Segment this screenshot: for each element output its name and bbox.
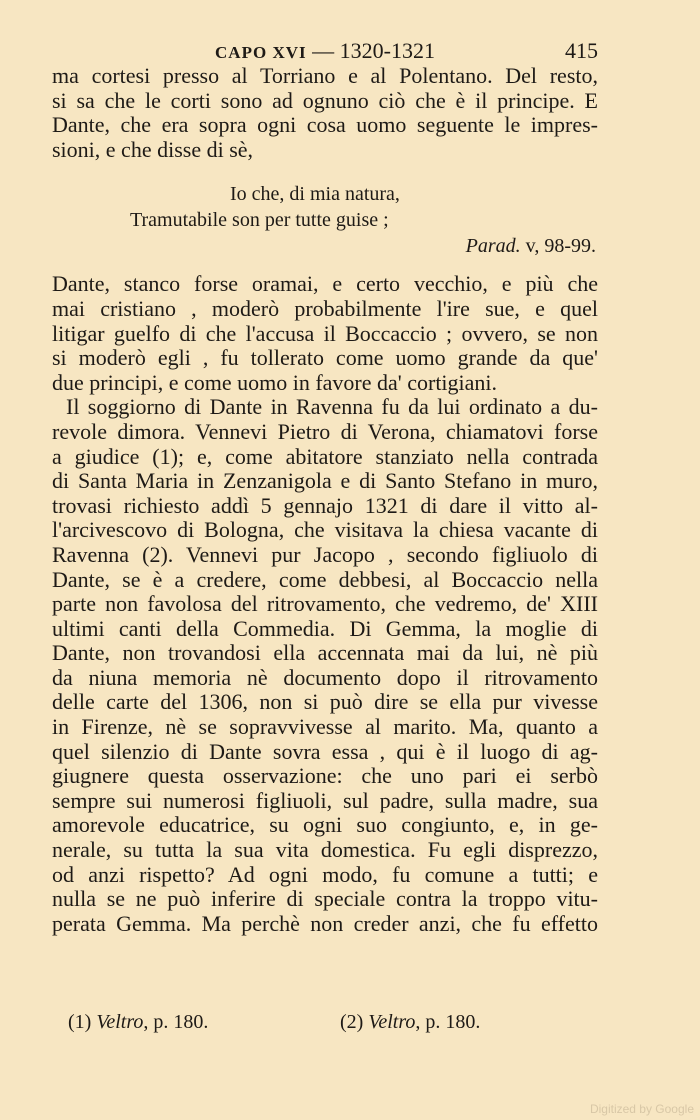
text-line: nulla se ne può inferire di speciale contra la troppo vitu-	[52, 886, 598, 912]
text-line: sempre sui numerosi figliuoli, sul padre, sulla madre, sua	[52, 787, 598, 813]
text-line: a giudice (1); e, come abitatore stanziato nella contrada	[52, 443, 598, 469]
text-line: litigar guelfo di che l'accusa il Boccaccio ; ovvero, se non	[52, 320, 598, 346]
text-line: trovasi richiesto addì 5 gennajo 1321 di dare il vitto al-	[52, 492, 598, 518]
footnote-number: (1)	[68, 1011, 97, 1033]
text-line: Dante, che era sopra ogni cosa uomo seguente le impres-	[52, 112, 598, 138]
verse-citation	[52, 233, 598, 259]
footnote-1	[68, 1008, 208, 1036]
footnote-source: Veltro	[96, 1011, 144, 1033]
text-line: delle carte del 1306, non si può dire se ella pur vivesse	[52, 689, 598, 715]
watermark: Digitized by Google	[589, 1102, 694, 1116]
text-line: si moderò egli , fu tollerato come uomo grande da que'	[52, 345, 598, 371]
text-line: perata Gemma. Ma perchè non creder anzi, che fu effetto	[52, 910, 598, 936]
text-line: Dante, non trovandosi ella accennata mai da lui, nè più	[52, 640, 598, 666]
verse-line-1: Io che, di mia natura,	[230, 183, 400, 206]
header-chapter: CAPO XVI	[215, 43, 307, 62]
verse-quotation	[52, 181, 598, 259]
text-line: ultimi canti della Commedia. Di Gemma, la moglie di	[52, 615, 598, 641]
text-line: Il soggiorno di Dante in Ravenna fu da lui ordinato a du-	[66, 394, 598, 420]
text-line: mai cristiano , moderò probabilmente l'ire sue, e quel	[52, 295, 598, 321]
citation-source: Parad.	[465, 235, 521, 258]
footnote-2	[340, 1008, 480, 1036]
text-line: in Firenze, nè se sopravvivesse al marito. Ma, quanto a	[52, 714, 598, 740]
citation-ref: v, 98-99.	[520, 235, 596, 258]
text-line: due principi, e come uomo in favore da' cortigiani.	[52, 369, 498, 395]
text-line: si sa che le corti sono ad ognuno ciò che è il principe. E	[52, 87, 598, 113]
footnote-page: , p. 180.	[415, 1011, 481, 1033]
text-line: ma cortesi presso al Torriano e al Polentano. Del resto,	[52, 63, 598, 88]
paragraph-1	[52, 64, 598, 162]
verse-line-2: Tramutabile son per tutte guise ;	[130, 209, 389, 232]
header-years: — 1320-1321	[306, 38, 435, 63]
text-line: nerale, su tutta la sua vita domestica. Fu egli disprezzo,	[52, 837, 598, 863]
text-line: Dante, stanco forse oramai, e certo vecchio, e più che	[52, 271, 598, 297]
text-line: revole dimora. Vennevi Pietro di Verona, chiamatovi forse	[52, 418, 598, 444]
text-line: Dante, se è a credere, come debbesi, al Boccaccio nella	[52, 566, 598, 592]
paragraph-3	[52, 395, 598, 936]
text-line: da niuna memoria nè documento dopo il ritrovamento	[52, 664, 598, 690]
text-line: od anzi rispetto? Ad ogni modo, fu comune a tutti; e	[52, 861, 598, 887]
text-line: sioni, e che disse di sè,	[52, 136, 254, 162]
text-line: parte non favolosa del ritrovamento, che vedremo, de' XIII	[52, 591, 598, 617]
running-header	[52, 36, 598, 66]
paragraph-2	[52, 272, 598, 395]
footnote-source: Veltro	[368, 1011, 416, 1033]
footnote-number: (2)	[340, 1011, 369, 1033]
text-line: quel silenzio di Dante sovra essa , qui è il luogo di ag-	[52, 738, 598, 764]
text-line: Ravenna (2). Vennevi pur Jacopo , secondo figliuolo di	[52, 541, 598, 567]
text-line: di Santa Maria in Zenzanigola e di Santo Stefano in muro,	[52, 468, 598, 494]
text-line: amorevole educatrice, su ogni suo congiunto, e, in ge-	[52, 812, 598, 838]
text-line: giugnere questa osservazione: che uno pari ei serbò	[52, 763, 598, 789]
footnote-page: , p. 180.	[143, 1011, 209, 1033]
text-line: l'arcivescovo di Bologna, che visitava la chiesa vacante di	[52, 517, 598, 543]
body-text	[52, 64, 598, 936]
page-number: 415	[565, 38, 598, 63]
